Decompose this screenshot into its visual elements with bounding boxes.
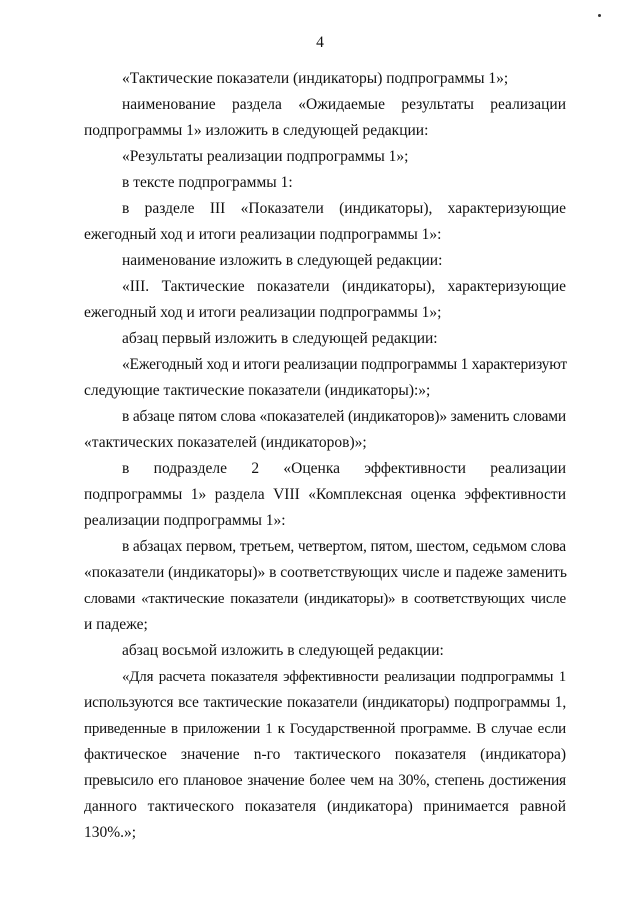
text-line: «Ежегодный ход и итоги реализации подпрограммы 1 характеризуют	[122, 356, 567, 373]
text-line: ежегодный ход и итоги реализации подпрограммы 1»;	[84, 304, 442, 321]
text-line: реализации подпрограммы 1»:	[84, 512, 286, 529]
text-line: в разделе III «Показатели (индикаторы), характеризующие	[122, 200, 566, 217]
text-line: и падеже;	[84, 616, 148, 633]
text-line: абзац восьмой изложить в следующей редакции:	[122, 642, 444, 659]
text-line: ежегодный ход и итоги реализации подпрограммы 1»:	[84, 226, 442, 243]
text-line: данного тактического показателя (индикатора) принимается равной	[84, 798, 566, 815]
text-line: фактическое значение n-го тактического показателя (индикатора)	[84, 746, 566, 763]
page-number: 4	[316, 34, 324, 51]
text-line: в абзацах первом, третьем, четвертом, пятом, шестом, седьмом слова	[122, 538, 566, 555]
text-line: подпрограммы 1» раздела VIII «Комплексная оценка эффективности	[84, 486, 566, 503]
text-line: абзац первый изложить в следующей редакции:	[122, 330, 438, 347]
text-line: «III. Тактические показатели (индикаторы), характеризующие	[122, 278, 566, 295]
text-line: подпрограммы 1» изложить в следующей редакции:	[84, 122, 429, 139]
text-line: наименование раздела «Ожидаемые результаты реализации	[122, 96, 566, 113]
document-body	[84, 66, 566, 846]
text-line: «показатели (индикаторы)» в соответствующих числе и падеже заменить	[84, 564, 567, 581]
text-line: в абзаце пятом слова «показателей (индикаторов)» заменить словами	[122, 408, 566, 425]
text-line: приведенные в приложении 1 к Государственной программе. В случае если	[84, 721, 566, 737]
text-line: 130%.»;	[84, 824, 137, 841]
text-line: в подразделе 2 «Оценка эффективности реализации	[122, 460, 566, 477]
text-line: «Результаты реализации подпрограммы 1»;	[122, 148, 409, 165]
text-line: в тексте подпрограммы 1:	[122, 174, 293, 191]
text-line: «Для расчета показателя эффективности реализации подпрограммы 1	[122, 669, 566, 685]
text-line: словами «тактические показатели (индикаторы)» в соответствующих числе	[84, 591, 566, 607]
scan-mark	[598, 14, 601, 17]
text-line: «тактических показателей (индикаторов)»;	[84, 434, 367, 451]
text-line: используются все тактические показатели (индикаторы) подпрограммы 1,	[84, 694, 566, 711]
text-line: превысило его плановое значение более чем на 30%, степень достижения	[84, 772, 566, 789]
text-line: следующие тактические показатели (индикаторы):»;	[84, 382, 431, 399]
text-line: наименование изложить в следующей редакции:	[122, 252, 443, 269]
text-line: «Тактические показатели (индикаторы) подпрограммы 1»;	[122, 70, 509, 87]
